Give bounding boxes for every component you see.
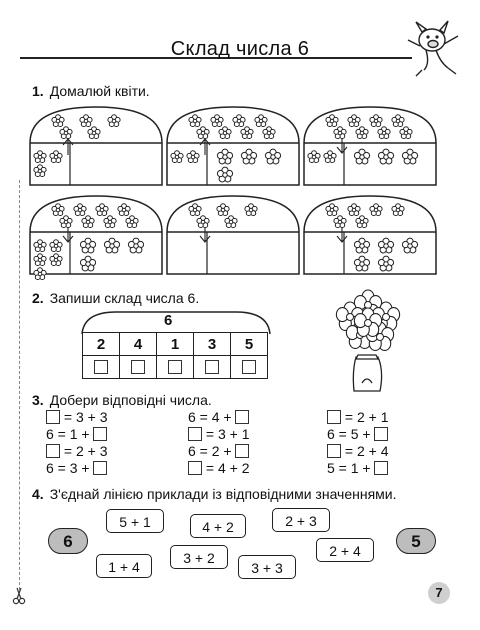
answer-box[interactable] bbox=[194, 356, 231, 379]
equation-row bbox=[327, 443, 388, 460]
composition-cell: 3 bbox=[194, 333, 231, 356]
expression-card[interactable]: 3 + 2 bbox=[170, 545, 228, 569]
equation-text: 5 = 1 + bbox=[327, 460, 375, 476]
flower-box bbox=[167, 107, 299, 185]
task-4-text: З'єднай лінією приклади із відповідними значеннями. bbox=[49, 486, 397, 502]
expression-card[interactable]: 2 + 4 bbox=[316, 538, 374, 562]
equation-row bbox=[46, 460, 107, 477]
roof-number: 6 bbox=[164, 312, 173, 329]
composition-cell: 2 bbox=[83, 333, 120, 356]
equation-row bbox=[327, 426, 388, 443]
page-title: Склад числа 6 bbox=[170, 38, 310, 60]
equation-row bbox=[188, 443, 249, 460]
answer-box[interactable] bbox=[93, 427, 107, 441]
answer-box[interactable] bbox=[231, 356, 268, 379]
answer-box[interactable] bbox=[120, 356, 157, 379]
answer-box[interactable] bbox=[93, 461, 107, 475]
composition-top-row bbox=[83, 333, 268, 356]
composition-cell: 5 bbox=[231, 333, 268, 356]
answer-box[interactable] bbox=[188, 427, 202, 441]
equation-row bbox=[46, 443, 107, 460]
expression-card[interactable]: 3 + 3 bbox=[238, 555, 296, 579]
expression-card[interactable]: 4 + 2 bbox=[190, 514, 246, 538]
flower-boxes bbox=[0, 0, 480, 300]
flower-box bbox=[30, 196, 162, 280]
flower-vase-icon bbox=[318, 283, 418, 395]
equation-column-2 bbox=[188, 409, 249, 477]
answer-box[interactable] bbox=[374, 461, 388, 475]
equation-row bbox=[46, 409, 107, 426]
answer-box[interactable] bbox=[46, 444, 60, 458]
answer-box[interactable] bbox=[46, 410, 60, 424]
task-1-text: Домалюй квіти. bbox=[49, 83, 150, 99]
equation-row bbox=[327, 409, 388, 426]
flower-box bbox=[304, 107, 436, 185]
equation-row bbox=[46, 426, 107, 443]
composition-bottom-row bbox=[83, 356, 268, 379]
task-2-text: Запиши склад числа 6. bbox=[49, 290, 200, 306]
equation-row bbox=[188, 460, 249, 477]
composition-table bbox=[82, 332, 268, 379]
task-1-number: 1. bbox=[32, 83, 44, 99]
equation-row bbox=[327, 460, 388, 477]
task-2-number: 2. bbox=[32, 290, 44, 306]
task-3-text: Добери відповідні числа. bbox=[49, 392, 212, 408]
equation-row bbox=[188, 426, 249, 443]
cut-line bbox=[19, 180, 20, 590]
equation-row bbox=[188, 409, 249, 426]
equation-column-3 bbox=[327, 409, 388, 477]
answer-box[interactable] bbox=[83, 356, 120, 379]
flower-box bbox=[304, 196, 436, 274]
equation-column-1 bbox=[46, 409, 107, 477]
answer-box[interactable] bbox=[235, 410, 249, 424]
expression-card[interactable]: 1 + 4 bbox=[96, 554, 152, 578]
answer-oval-left[interactable]: 6 bbox=[48, 528, 88, 554]
answer-box[interactable] bbox=[157, 356, 194, 379]
expression-card[interactable]: 2 + 3 bbox=[272, 508, 330, 532]
equation-text: = 3 + 1 bbox=[202, 426, 250, 442]
answer-oval-right[interactable]: 5 bbox=[396, 528, 436, 554]
expression-card[interactable]: 5 + 1 bbox=[106, 509, 164, 533]
scissors-icon bbox=[12, 586, 26, 606]
flower-box bbox=[30, 107, 162, 185]
answer-box[interactable] bbox=[188, 461, 202, 475]
equation-text: = 3 + 3 bbox=[60, 409, 108, 425]
flower-box bbox=[167, 196, 299, 274]
task-2-heading bbox=[32, 290, 199, 306]
equation-text: = 2 + 4 bbox=[341, 443, 389, 459]
composition-cell: 1 bbox=[157, 333, 194, 356]
answer-box[interactable] bbox=[327, 444, 341, 458]
page-number: 7 bbox=[428, 582, 450, 604]
task-3-number: 3. bbox=[32, 392, 44, 408]
answer-box[interactable] bbox=[235, 444, 249, 458]
composition-cell: 4 bbox=[120, 333, 157, 356]
equation-text: 6 = 3 + bbox=[46, 460, 94, 476]
equation-text: = 2 + 1 bbox=[341, 409, 389, 425]
answer-box[interactable] bbox=[374, 427, 388, 441]
equation-text: = 4 + 2 bbox=[202, 460, 250, 476]
equation-text: 6 = 5 + bbox=[327, 426, 375, 442]
equation-text: 6 = 2 + bbox=[188, 443, 236, 459]
task-4-heading bbox=[32, 486, 397, 502]
equation-text: 6 = 4 + bbox=[188, 409, 236, 425]
equation-text: = 2 + 3 bbox=[60, 443, 108, 459]
task-3-heading bbox=[32, 392, 212, 408]
answer-box[interactable] bbox=[327, 410, 341, 424]
equation-text: 6 = 1 + bbox=[46, 426, 94, 442]
task-4-number: 4. bbox=[32, 486, 44, 502]
